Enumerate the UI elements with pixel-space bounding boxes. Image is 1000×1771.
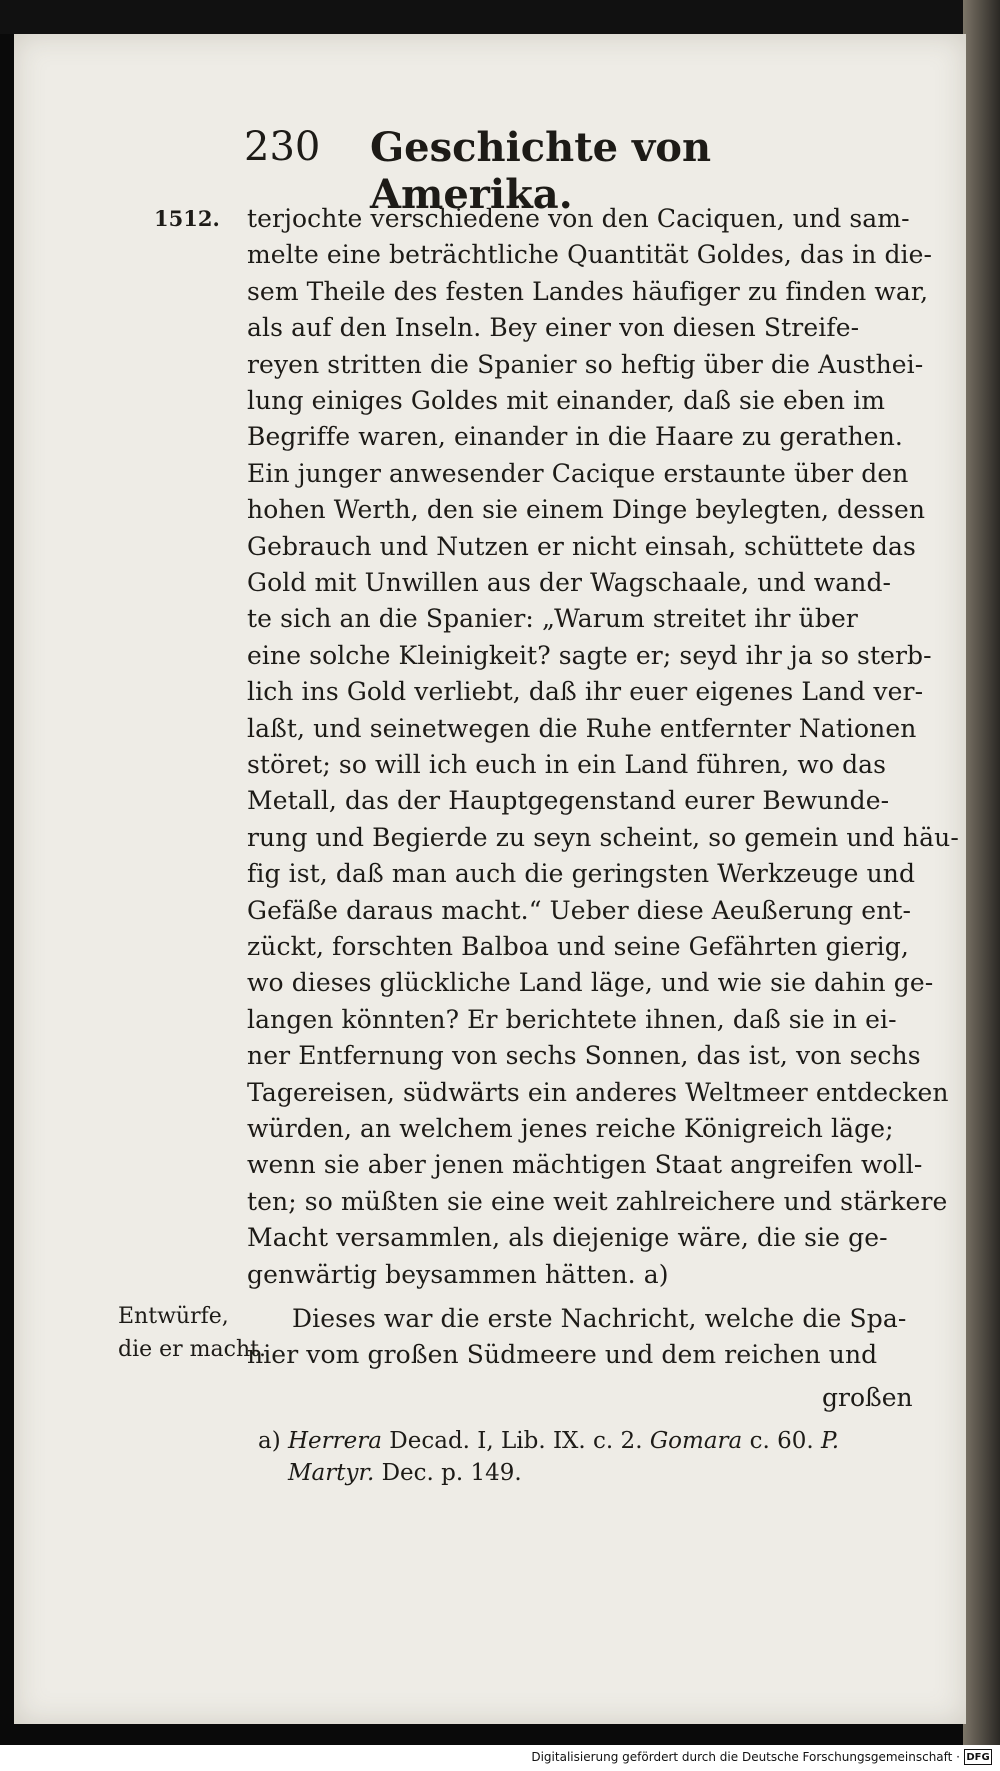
footnote-line2 bbox=[288, 1457, 948, 1489]
body-line: ner Entfernung von sechs Sonnen, das ist, von sechs bbox=[247, 1041, 921, 1070]
body-line: als auf den Inseln. Bey einer von diesen Streife- bbox=[247, 313, 860, 342]
body-line: Metall, das der Hauptgegenstand eurer Bewunde- bbox=[247, 786, 890, 815]
body-line: sem Theile des festen Landes häufiger zu finden war, bbox=[247, 277, 929, 306]
body-line: nier vom großen Südmeere und dem reichen und bbox=[247, 1340, 878, 1369]
body-line: lich ins Gold verliebt, daß ihr euer eigenes Land ver- bbox=[247, 677, 924, 706]
body-line: te sich an die Spanier: „Warum streitet ihr über bbox=[247, 604, 858, 633]
margin-year: 1512. bbox=[154, 206, 220, 231]
body-line: würden, an welchem jenes reiche Königreich läge; bbox=[247, 1114, 894, 1143]
running-title: Geschichte von Amerika. bbox=[370, 124, 712, 218]
body-line: zückt, forschten Balboa und seine Gefährten gierig, bbox=[247, 932, 909, 961]
body-line: Macht versammlen, als diejenige wäre, die sie ge- bbox=[247, 1223, 888, 1252]
footnote-line1 bbox=[258, 1425, 918, 1457]
body-line: eine solche Kleinigkeit? sagte er; seyd ihr ja so sterb- bbox=[247, 641, 932, 670]
dfg-logo: DFG bbox=[964, 1749, 992, 1765]
body-line: lung einiges Goldes mit einander, daß sie eben im bbox=[247, 386, 886, 415]
footnote-ref: Decad. I, Lib. IX. c. 2. bbox=[389, 1428, 643, 1454]
footnote-author: P. bbox=[820, 1428, 840, 1454]
body-line: melte eine beträchtliche Quantität Goldes, das in die- bbox=[247, 240, 933, 269]
scan-top-border bbox=[0, 0, 1000, 34]
body-line: ten; so müßten sie eine weit zahlreichere und stärkere bbox=[247, 1187, 948, 1216]
margin-note-line1: Entwürfe, bbox=[118, 1304, 229, 1329]
catchword: großen bbox=[822, 1383, 913, 1412]
body-line: Dieses war die erste Nachricht, welche die Spa- bbox=[292, 1304, 907, 1333]
body-line: wenn sie aber jenen mächtigen Staat angreifen woll- bbox=[247, 1150, 923, 1179]
footnote-author: Martyr. bbox=[288, 1460, 375, 1486]
footnote-ref: Dec. p. 149. bbox=[381, 1460, 522, 1486]
body-line: langen könnten? Er berichtete ihnen, daß sie in ei- bbox=[247, 1005, 897, 1034]
body-line: hohen Werth, den sie einem Dinge beylegten, dessen bbox=[247, 495, 926, 524]
body-line: terjochte verschiedene von den Caciquen, und sam- bbox=[247, 204, 910, 233]
body-line: genwärtig beysammen hätten. a) bbox=[247, 1260, 669, 1289]
body-line: Gold mit Unwillen aus der Wagschaale, und wand- bbox=[247, 568, 892, 597]
body-line: Ein junger anwesender Cacique erstaunte über den bbox=[247, 459, 909, 488]
body-line: störet; so will ich euch in ein Land führen, wo das bbox=[247, 750, 887, 779]
body-line: Begriffe waren, einander in die Haare zu gerathen. bbox=[247, 422, 903, 451]
body-line: wo dieses glückliche Land läge, und wie sie dahin ge- bbox=[247, 968, 934, 997]
page-number: 230 bbox=[244, 124, 321, 170]
footnote-marker: a) bbox=[258, 1428, 281, 1454]
page-header bbox=[244, 124, 784, 218]
body-line: Tagereisen, südwärts ein anderes Weltmeer entdecken bbox=[247, 1078, 949, 1107]
margin-note-line2: die er macht. bbox=[118, 1337, 266, 1362]
body-line: fig ist, daß man auch die geringsten Werkzeuge und bbox=[247, 859, 916, 888]
body-line: rung und Begierde zu seyn scheint, so gemein und häu- bbox=[247, 823, 959, 852]
body-line: laßt, und seinetwegen die Ruhe entfernter Nationen bbox=[247, 714, 917, 743]
footnote-ref: c. 60. bbox=[749, 1428, 814, 1454]
body-line: Gebrauch und Nutzen er nicht einsah, schüttete das bbox=[247, 532, 916, 561]
funding-notice: Digitalisierung gefördert durch die Deutsche Forschungsgemeinschaft · bbox=[531, 1750, 960, 1764]
footnote-author: Herrera bbox=[288, 1428, 382, 1454]
footnote-author: Gomara bbox=[649, 1428, 743, 1454]
body-line: reyen stritten die Spanier so heftig über die Austhei- bbox=[247, 350, 924, 379]
book-edge bbox=[963, 0, 1000, 1745]
body-line: Gefäße daraus macht.“ Ueber diese Aeußerung ent- bbox=[247, 896, 912, 925]
footer-bar bbox=[0, 1745, 1000, 1771]
